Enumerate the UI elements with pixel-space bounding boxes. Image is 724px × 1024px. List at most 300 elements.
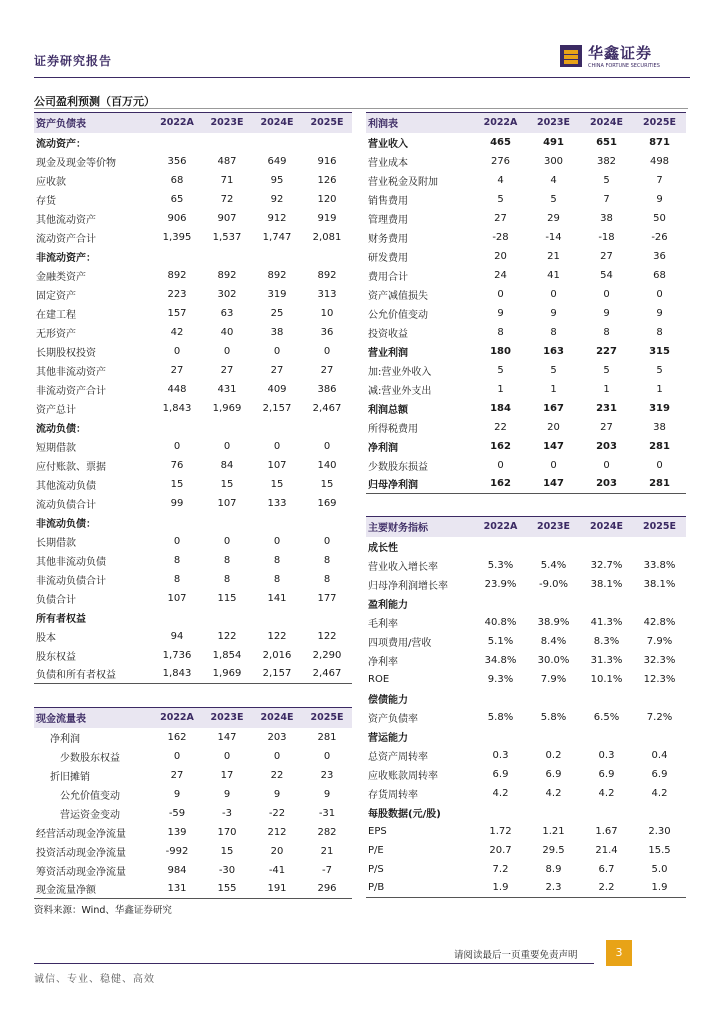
cell-value: 5 (550, 193, 557, 205)
year-header: 2023E (202, 113, 252, 133)
row-label: 营业利润 (368, 347, 408, 359)
table-row (34, 532, 352, 551)
row-label: 公允价值变动 (60, 790, 120, 802)
cell-value: 92 (270, 193, 284, 205)
cell-value: 5.4% (540, 559, 567, 571)
cell-value: 54 (600, 269, 613, 281)
cell-value: 41.3% (590, 616, 623, 628)
cell-value: 6.9 (598, 768, 615, 780)
cell-value: 107 (267, 459, 287, 471)
row-label: 筹资活动现金净流量 (36, 866, 126, 878)
cell-value: 498 (649, 155, 670, 167)
section-header-row (366, 594, 686, 613)
table-row (366, 152, 686, 171)
row-label: 营业税金及附加 (368, 176, 438, 188)
cell-value: 141 (267, 592, 287, 604)
table-row (366, 228, 686, 247)
cell-value: 0 (173, 750, 181, 762)
cell-value: -31 (318, 807, 336, 819)
cell-value: 8 (173, 554, 181, 566)
cell-value: 99 (170, 497, 184, 509)
row-label: 负债和所有者权益 (34, 665, 152, 684)
cell-value: 8 (273, 554, 281, 566)
table-row (34, 475, 352, 494)
table-row (34, 285, 352, 304)
financial-ratios-table (366, 516, 686, 898)
table-row (34, 665, 352, 684)
cell-value: 7.2% (646, 711, 673, 723)
cell-value (302, 418, 352, 437)
table-row (34, 570, 352, 589)
row-label: 销售费用 (368, 195, 408, 207)
table-row (34, 266, 352, 285)
cell-value: 139 (167, 826, 187, 838)
cell-value: 0 (656, 288, 663, 300)
row-label: 归母净利润增长率 (368, 580, 448, 592)
cell-value (202, 513, 252, 532)
cell-value: 386 (317, 383, 337, 395)
cell-value: 0 (323, 535, 331, 547)
cell-value: -30 (218, 864, 236, 876)
cell-value: 2,157 (252, 665, 302, 684)
cell-value: 27 (220, 364, 234, 376)
cell-value: 212 (267, 826, 287, 838)
cell-value: 892 (267, 269, 287, 281)
cell-value: 0 (173, 535, 181, 547)
table-row (34, 494, 352, 513)
table-row (34, 437, 352, 456)
cell-value: 8 (273, 573, 281, 585)
row-label: 长期借款 (36, 537, 76, 549)
cell-value (527, 727, 580, 746)
cell-value: 84 (220, 459, 234, 471)
table-row (366, 651, 686, 670)
cell-value (527, 689, 580, 708)
cell-value: 36 (320, 326, 334, 338)
cell-value: 65 (170, 193, 184, 205)
cell-value: 487 (217, 155, 237, 167)
table-row (366, 209, 686, 228)
cell-value: 31.3% (590, 654, 623, 666)
row-label: 非流动资产合计 (36, 385, 106, 397)
cell-value: 0 (223, 440, 231, 452)
cell-value: 27 (170, 364, 184, 376)
cell-value: 281 (633, 475, 686, 494)
row-label: 存货周转率 (368, 789, 418, 801)
row-label: 其他非流动负债 (36, 556, 106, 568)
row-label: 其他流动资产 (36, 214, 96, 226)
row-label: 其他非流动资产 (36, 366, 106, 378)
cell-value: 0 (223, 535, 231, 547)
cell-value: 4.2 (492, 787, 509, 799)
cell-value: 22 (270, 769, 284, 781)
table-header-row (366, 113, 686, 133)
cell-value (527, 537, 580, 556)
row-label: 归母净利润 (366, 475, 474, 494)
cell-value: 27 (270, 364, 284, 376)
year-header: 2025E (302, 113, 352, 133)
year-header: 2024E (252, 708, 302, 728)
cell-value: 984 (167, 864, 187, 876)
cell-value: 95 (270, 174, 284, 186)
cell-value: 15 (170, 478, 184, 490)
cell-value: 4 (550, 174, 557, 186)
cell-value (633, 594, 686, 613)
cell-value: 9 (173, 788, 181, 800)
table-row (366, 399, 686, 418)
row-label: 现金及现金等价物 (36, 157, 116, 169)
table-row (34, 228, 352, 247)
row-label: 净利率 (368, 656, 398, 668)
cell-value: 38 (600, 212, 613, 224)
table-row (34, 209, 352, 228)
cell-value (580, 803, 633, 822)
row-label: 营业收入增长率 (368, 561, 438, 573)
cell-value: 907 (217, 212, 237, 224)
cell-value: 7 (656, 174, 663, 186)
table-row (34, 152, 352, 171)
row-label: 所得税费用 (368, 423, 418, 435)
cell-value: 5 (550, 364, 557, 376)
cell-value: 20 (270, 845, 284, 857)
row-label: 营运能力 (368, 732, 408, 744)
cell-value (474, 803, 527, 822)
income-statement-table (366, 112, 686, 494)
cell-value: 315 (649, 345, 670, 357)
cell-value: 8 (223, 573, 231, 585)
cell-value: 1 (497, 383, 504, 395)
cell-value: 5 (603, 364, 610, 376)
row-label: 研发费用 (368, 252, 408, 264)
cell-value: 15 (320, 478, 334, 490)
cell-value: 42.8% (643, 616, 676, 628)
row-label: 其他流动负债 (36, 480, 96, 492)
table-row (34, 766, 352, 785)
table-row (366, 285, 686, 304)
cell-value: 29.5 (542, 844, 565, 856)
row-label: ROE (368, 673, 390, 685)
cell-value: 9.3% (487, 673, 514, 685)
logo-name-cn: 华鑫证券 (588, 44, 653, 62)
row-label: 营业成本 (368, 157, 408, 169)
cell-value: 133 (267, 497, 287, 509)
cell-value: 41 (547, 269, 560, 281)
cell-value: 5 (497, 364, 504, 376)
cell-value: 10 (320, 307, 334, 319)
cell-value: 1 (550, 383, 557, 395)
row-label: 减:营业外支出 (368, 385, 432, 397)
table-row (34, 785, 352, 804)
logo-mark-icon (560, 45, 582, 67)
cell-value: 919 (317, 212, 337, 224)
table-row (366, 456, 686, 475)
cell-value: 431 (217, 383, 237, 395)
table-row (366, 304, 686, 323)
year-header: 2022A (152, 708, 202, 728)
cell-value: 115 (217, 592, 237, 604)
cell-value: 231 (596, 402, 617, 414)
section-header-row (366, 727, 686, 746)
cell-value: 30.0% (537, 654, 570, 666)
year-header: 2022A (474, 517, 527, 537)
year-header: 2024E (252, 113, 302, 133)
cell-value: 155 (202, 880, 252, 899)
cell-value: 163 (543, 345, 564, 357)
cell-value: 122 (267, 630, 287, 642)
cell-value: 1,747 (262, 231, 292, 243)
table-row (366, 418, 686, 437)
cell-value: 157 (167, 307, 187, 319)
cell-value: 23 (320, 769, 334, 781)
cell-value: 649 (267, 155, 287, 167)
cell-value: 313 (317, 288, 337, 300)
cell-value: 12.3% (643, 673, 676, 685)
row-label: 成长性 (368, 542, 398, 554)
table-row (34, 646, 352, 665)
table-row (366, 323, 686, 342)
table-row (34, 728, 352, 747)
cell-value: 2,081 (312, 231, 342, 243)
row-label: 盈利能力 (368, 599, 408, 611)
cell-value: 38 (653, 421, 666, 433)
cell-value: 8.4% (540, 635, 567, 647)
cell-value: 1,969 (202, 665, 252, 684)
table-row (34, 171, 352, 190)
table-header-row (34, 113, 352, 133)
row-label: 资产减值损失 (368, 290, 428, 302)
table-title: 主要财务指标 (366, 517, 474, 537)
cell-value: 50 (653, 212, 666, 224)
cell-value: 36 (653, 250, 666, 262)
cell-value: 5 (497, 193, 504, 205)
row-label: 每股数据(元/股) (368, 808, 441, 820)
cell-value (152, 608, 202, 627)
cell-value: 68 (653, 269, 666, 281)
cell-value: 0.3 (598, 749, 615, 761)
row-label: P/E (368, 844, 384, 856)
cell-value (252, 418, 302, 437)
data-source-note: 资料来源：Wind、华鑫证券研究 (34, 905, 172, 916)
cell-value (302, 513, 352, 532)
cell-value (202, 247, 252, 266)
cell-value: 6.9 (492, 768, 509, 780)
cell-value: 21 (547, 250, 560, 262)
cell-value: 2.3 (527, 879, 580, 898)
cell-value: 38 (270, 326, 284, 338)
cell-value: 76 (170, 459, 184, 471)
cell-value (302, 608, 352, 627)
cell-value: 4.2 (651, 787, 668, 799)
cell-value: 122 (317, 630, 337, 642)
cell-value: -41 (268, 864, 286, 876)
cell-value (474, 594, 527, 613)
cell-value (580, 594, 633, 613)
row-label: 固定资产 (36, 290, 76, 302)
cell-value: 892 (167, 269, 187, 281)
row-label: 股本 (36, 632, 56, 644)
cell-value: 63 (220, 307, 234, 319)
cell-value: 916 (317, 155, 337, 167)
row-label: 流动资产： (36, 138, 86, 150)
row-label: 加:营业外收入 (368, 366, 432, 378)
cell-value: 9 (273, 788, 281, 800)
row-label: 非流动资产： (36, 252, 96, 264)
table-row (34, 804, 352, 823)
cell-value: 0 (173, 345, 181, 357)
cell-value: 0 (323, 440, 331, 452)
table-row (366, 575, 686, 594)
cell-value: 167 (543, 402, 564, 414)
cell-value: 15 (220, 845, 234, 857)
cell-value: 5.8% (487, 711, 514, 723)
cell-value: 227 (596, 345, 617, 357)
cell-value (252, 247, 302, 266)
cell-value: 9 (323, 788, 331, 800)
table-row (366, 708, 686, 727)
row-label: 利润总额 (368, 404, 408, 416)
cell-value: 1.67 (595, 825, 618, 837)
cell-value: 1.72 (489, 825, 512, 837)
page-number: 3 (606, 940, 632, 966)
section-header-row (34, 513, 352, 532)
cell-value: 0 (550, 288, 557, 300)
table-row (34, 399, 352, 418)
year-header: 2025E (633, 517, 686, 537)
cell-value: 0 (323, 345, 331, 357)
header-divider (34, 77, 690, 78)
year-header: 2025E (302, 708, 352, 728)
cell-value: 0 (550, 459, 557, 471)
cell-value: 0 (323, 750, 331, 762)
row-label: 存货 (36, 195, 56, 207)
cell-value: 24 (494, 269, 507, 281)
cell-value: 281 (649, 440, 670, 452)
cell-value: 6.7 (598, 863, 615, 875)
cell-value: -26 (651, 231, 668, 243)
row-label: 管理费用 (368, 214, 408, 226)
cell-value: 120 (317, 193, 337, 205)
cell-value: 465 (490, 136, 511, 148)
cell-value: -59 (168, 807, 186, 819)
row-label: 流动负债： (36, 423, 86, 435)
cell-value: 9 (656, 193, 663, 205)
cell-value: 8 (323, 573, 331, 585)
row-label: 应付账款、票据 (36, 461, 106, 473)
cell-value: 0 (273, 440, 281, 452)
cell-value: 107 (217, 497, 237, 509)
cell-value: 122 (217, 630, 237, 642)
table-row (366, 822, 686, 841)
cell-value: 38.9% (537, 616, 570, 628)
row-label: P/B (366, 879, 474, 898)
cell-value (633, 803, 686, 822)
cell-value: 0.4 (651, 749, 668, 761)
cell-value: 40.8% (484, 616, 517, 628)
table-row (366, 361, 686, 380)
cell-value: 491 (543, 136, 564, 148)
year-header: 2022A (474, 113, 527, 133)
cell-value: 20 (547, 421, 560, 433)
cell-value (152, 247, 202, 266)
row-label: 营运资金变动 (60, 809, 120, 821)
company-logo (560, 42, 680, 72)
cell-value: 0 (273, 750, 281, 762)
cell-value (252, 133, 302, 152)
cell-value: 8 (550, 326, 557, 338)
year-header: 2022A (152, 113, 202, 133)
cell-value: 23.9% (484, 578, 517, 590)
cell-value: 1.9 (633, 879, 686, 898)
cell-value (474, 689, 527, 708)
section-header-row (34, 133, 352, 152)
table-row (366, 437, 686, 456)
cell-value: 8 (603, 326, 610, 338)
cell-value: 68 (170, 174, 184, 186)
row-label: 所有者权益 (36, 613, 86, 625)
cell-value: 2,016 (262, 649, 292, 661)
cell-value: 0 (603, 459, 610, 471)
cell-value: 6.5% (593, 711, 620, 723)
cell-value: -3 (222, 807, 232, 819)
table-title: 资产负债表 (34, 113, 152, 133)
row-label: 应收账款周转率 (368, 770, 438, 782)
cell-value: 892 (317, 269, 337, 281)
cell-value: 8.3% (593, 635, 620, 647)
table-title: 现金流量表 (34, 708, 152, 728)
cell-value: -7 (322, 864, 332, 876)
cell-value: 7.9% (540, 673, 567, 685)
table-row (366, 342, 686, 361)
page-header (34, 40, 690, 76)
section-header-row (366, 537, 686, 556)
cell-value: 9 (497, 307, 504, 319)
row-label: 非流动负债合计 (36, 575, 106, 587)
cell-value: 40 (220, 326, 234, 338)
cell-value: 296 (302, 880, 352, 899)
section-header-row (34, 608, 352, 627)
row-label: 净利润 (368, 442, 398, 454)
cell-value: 203 (596, 440, 617, 452)
row-label: 少数股东损益 (368, 461, 428, 473)
cell-value: 29 (547, 212, 560, 224)
section-header-row (366, 803, 686, 822)
cell-value: 15 (270, 478, 284, 490)
cell-value: 5.1% (487, 635, 514, 647)
cell-value: 356 (167, 155, 187, 167)
cell-value: 1,395 (162, 231, 192, 243)
cell-value (527, 803, 580, 822)
table-header-row (366, 517, 686, 537)
cell-value: 94 (170, 630, 184, 642)
cell-value: 10.1% (590, 673, 623, 685)
cell-value: 21.4 (595, 844, 618, 856)
cell-value: 0 (273, 535, 281, 547)
cell-value: 0 (223, 345, 231, 357)
cell-value: 25 (270, 307, 284, 319)
cell-value: -28 (492, 231, 509, 243)
table-row (34, 861, 352, 880)
row-label: 资产负债率 (368, 713, 418, 725)
year-header: 2023E (527, 517, 580, 537)
cell-value: 27 (600, 421, 613, 433)
cell-value: 0.2 (545, 749, 562, 761)
table-row (366, 784, 686, 803)
cell-value: 32.7% (590, 559, 623, 571)
row-label: 股东权益 (36, 651, 76, 663)
cell-value: 2,467 (302, 665, 352, 684)
row-label: 公允价值变动 (368, 309, 428, 321)
row-label: 长期股权投资 (36, 347, 96, 359)
